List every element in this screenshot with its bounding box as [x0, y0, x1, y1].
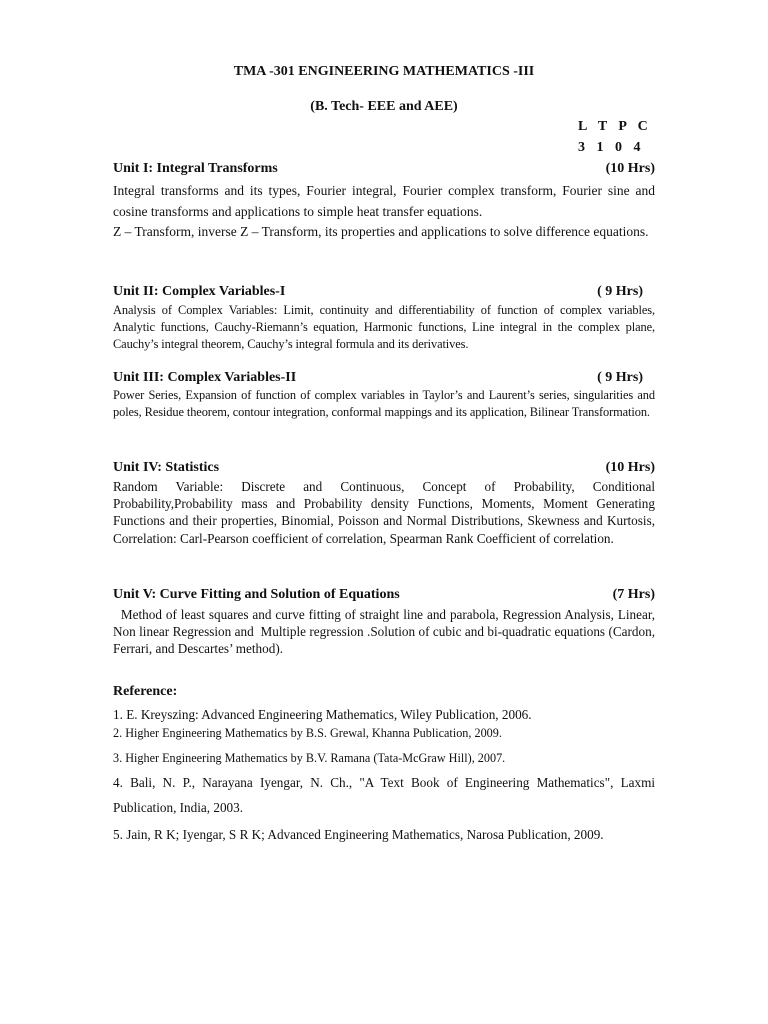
- unit-1-name: Unit I: Integral Transforms: [113, 161, 278, 176]
- ltpc-labels: L T P C: [578, 119, 648, 134]
- unit-5-heading: [113, 587, 655, 605]
- course-title: TMA -301 ENGINEERING MATHEMATICS -III: [233, 64, 535, 79]
- reference-item-4: 4. Bali, N. P., Narayana Iyengar, N. Ch., "A Text Book of Engineering Mathematics", Laxmi Publication, India, 2003.: [113, 775, 655, 815]
- unit-1-paragraph-1: Integral transforms and its types, Fourier integral, Fourier complex transform, Fourier sine and cosine transforms and applications to simple heat transfer equations.: [113, 183, 655, 219]
- unit-2-name: Unit II: Complex Variables-I: [113, 284, 286, 299]
- unit-3-heading: [113, 370, 643, 388]
- reference-item-2: 2. Higher Engineering Mathematics by B.S. Grewal, Khanna Publication, 2009.: [113, 726, 502, 740]
- ltpc-values: 3 1 0 4: [578, 140, 641, 155]
- unit-3-name: Unit III: Complex Variables-II: [113, 370, 297, 385]
- unit-1-paragraph-2: Z – Transform, inverse Z – Transform, its properties and applications to solve difference equations.: [113, 224, 649, 239]
- reference-item-3: 3. Higher Engineering Mathematics by B.V. Ramana (Tata-McGraw Hill), 2007.: [113, 751, 506, 765]
- course-subtitle: (B. Tech- EEE and AEE): [310, 99, 458, 114]
- unit-3-paragraph-1: Power Series, Expansion of function of complex variables in Taylor’s and Laurent’s series, singularities and poles, Residue theorem, contour integration, conformal mappings and its application, Bilinear Transformation.: [113, 388, 655, 419]
- unit-3-hours: ( 9 Hrs): [597, 370, 643, 385]
- reference-item-1: 1. E. Kreyszing: Advanced Engineering Mathematics, Wiley Publication, 2006.: [113, 707, 532, 722]
- unit-5-name: Unit V: Curve Fitting and Solution of Equations: [113, 587, 400, 602]
- unit-1-heading: [113, 161, 655, 179]
- reference-item-5: 5. Jain, R K; Iyengar, S R K; Advanced Engineering Mathematics, Narosa Publication, 2009.: [113, 827, 604, 842]
- unit-5-paragraph-1: Method of least squares and curve fitting of straight line and parabola, Regression Analysis, Linear, Non linear Regression and Multiple regression .Solution of cubic and bi-quadratic equations (Cardon, Ferrari, and Descartes’ method).: [113, 607, 659, 657]
- reference-heading: Reference:: [113, 684, 178, 699]
- unit-4-name: Unit IV: Statistics: [113, 460, 220, 475]
- unit-2-hours: ( 9 Hrs): [597, 284, 643, 299]
- unit-4-hours: (10 Hrs): [605, 460, 655, 475]
- unit-1-hours: (10 Hrs): [605, 161, 655, 176]
- unit-2-heading: [113, 284, 643, 302]
- unit-4-heading: [113, 460, 655, 478]
- unit-2-paragraph-1: Analysis of Complex Variables: Limit, continuity and differentiability of function of complex variables, Analytic functions, Cauchy-Riemann’s equation, Harmonic functions, Line integral in the complex plane, Cauchy’s integral theorem, Cauchy’s integral formula and its derivatives.: [113, 303, 655, 351]
- unit-5-hours: (7 Hrs): [612, 587, 655, 602]
- unit-4-paragraph-1: Random Variable: Discrete and Continuous, Concept of Probability, Conditional Probability,Probability mass and Probability density Functions, Moments, Moment Generating Functions and their properties, Binomial, Poisson and Normal Distributions, Skewness and Kurtosis, Correlation: Carl-Pearson coefficient of correlation, Spearman Rank Coefficient of correlation.: [113, 479, 655, 546]
